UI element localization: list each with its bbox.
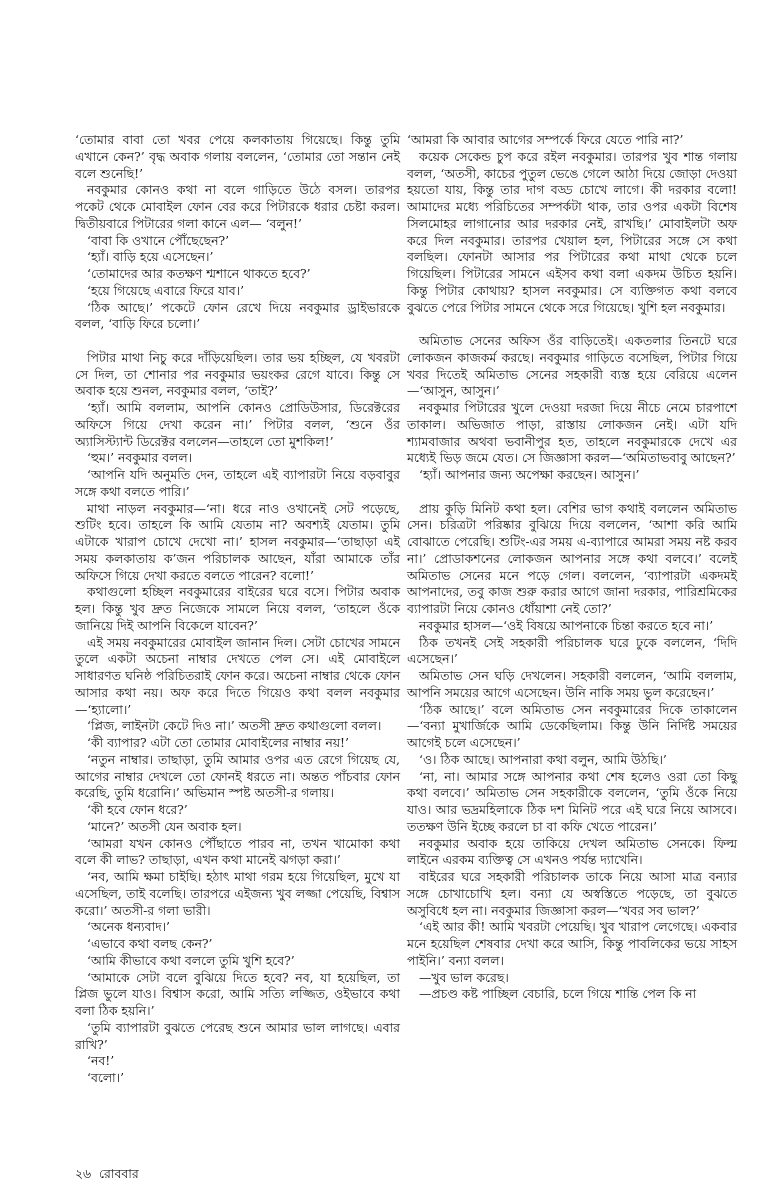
paragraph: ‘ও। ঠিক আছে। আপনারা কথা বলুন, আমি উঠছি।’ — [419, 751, 667, 767]
paragraph: বাইরের ঘরে সহকারী পরিচালক তাকে নিয়ে আসা মাত্র বন্যার সঙ্গে চোখাচোখি হল। বন্যা যে অস্বস্তিতে পড়েছে, তা বুঝতে অসুবিধে হল না। নবকুমার জিজ্ঞাসা করল—‘খবর সব ভাল?’ — [407, 869, 737, 918]
paragraph: কথাগুলো হচ্ছিল নবকুমারের বাইরের ঘরে বসে। পিটার অবাক হল। কিন্তু খুব দ্রুত নিজেকে সামলে নিয়ে বলল, ‘তাহলে ওঁকে জানিয়ে দিই আপনি বিকেলে যাবেন?’ — [75, 584, 400, 633]
paragraph: ‘মানে?’ অতসী যেন অবাক হল। — [87, 818, 242, 834]
paragraph: ‘নব, আমি ক্ষমা চাইছি। হঠাৎ মাথা গরম হয়ে গিয়েছিল, মুখে যা এসেছিল, তাই বলেছি। তারপরে এইজন্য খুব লজ্জা পেয়েছি, বিশ্বাস করো।’ অতসী-র গলা ভারী। — [75, 869, 400, 918]
paragraph: ‘হ্যাঁ। বাড়ি হয়ে এসেছেন।’ — [87, 249, 214, 265]
magazine-name: রোববার — [99, 1166, 139, 1181]
paragraph: —প্রচণ্ড কষ্ট পাচ্ছিল বেচারি, চলে গিয়ে শান্তি পেল কি না — [419, 986, 697, 1002]
paragraph: ‘তোমাদের আর কতক্ষণ শ্মশানে থাকতে হবে?’ — [87, 266, 311, 281]
paragraph: ‘অনেক ধন্যবাদ।’ — [87, 919, 170, 935]
paragraph: ‘আমাকে সেটা বলে বুঝিয়ে দিতে হবে? নব, যা হয়েছিল, তা প্লিজ ভুলে যাও। বিশ্বাস করো, আমি সত্যি লজ্জিত, ওইভাবে কথা বলা ঠিক হয়নি।’ — [75, 969, 400, 1018]
paragraph: এই সময় নবকুমারের মোবাইল জানান দিল। সেটা চোখের সামনে তুলে একটা অচেনা নাম্বার দেখতে পেল সে। এই মোবাইলে সাধারণত ঘনিষ্ঠ পরিচিতরাই ফোন করে। অচেনা নাম্বার থেকে ফোন আসার কথা নয়। অফ করে দিতে গিয়েও কথা বলল নবকুমার—‘হ্যালো।’ — [75, 634, 400, 717]
paragraph: ‘বাবা কি ওখানে পৌঁছেছেন?’ — [87, 232, 230, 248]
paragraph: ‘আমি কীভাবে কথা বললে তুমি খুশি হবে?’ — [87, 952, 295, 968]
paragraph: নবকুমার কোনও কথা না বলে গাড়িতে উঠে বসল। তারপর পকেট থেকে মোবাইল ফোন বের করে পিটারকে ধরার চেষ্টা করল। দ্বিতীয়বারে পিটারের গলা কানে এল— ‘বলুন!’ — [75, 182, 400, 231]
paragraph: ‘কী ব্যাপার? এটা তো তোমার মোবাইলের নাম্বার নয়!’ — [87, 735, 349, 750]
page-number: ২৬ — [75, 1166, 92, 1181]
paragraph: অমিতাভ সেনের অফিস ওঁর বাড়িতেই। একতলার তিনটে ঘরে লোকজন কাজকর্ম করছে। নবকুমার গাড়িতে বসেছিল, পিটার গিয়ে খবর দিতেই অমিতাভ সেনের সহকারী ব্যস্ত হয়ে বেরিয়ে এলেন—‘আসুন, আসুন।’ — [407, 333, 737, 399]
paragraph: ‘বলো।’ — [87, 1070, 125, 1085]
paragraph: প্রায় কুড়ি মিনিট কথা হল। বেশির ভাগ কথাই বললেন অমিতাভ সেন। চরিত্রটা পরিষ্কার বুঝিয়ে দিয়ে বললেন, ‘আশা করি আমি বোঝাতে পেরেছি। শুটিং-এর সময় এ-ব্যাপারে আমরা সময় নষ্ট করব না।’ প্রোডাকশনের লোকজন আপনার সঙ্গে কথা বলবে।’ বলেই অমিতাভ সেনের মনে পড়ে গেল। বললেন, ‘ব্যাপারটা একদমই আপনাদের, তবু কাজ শুরু করার আগে জানা দরকার, পারিশ্রমিকের ব্যাপারটা নিয়ে কোনও ধোঁয়াশা নেই তো?’ — [407, 500, 737, 616]
paragraph: ‘এভাবে কথা বলছ কেন?’ — [87, 936, 213, 951]
paragraph: ‘আমরা যখন কোনও পৌঁছাতে পারব না, তখন খামোকা কথা বলে কী লাভ? তাছাড়া, এখন কথা মানেই ঝগড়া করা।’ — [75, 835, 400, 868]
paragraph: ‘ঠিক আছে।’ পকেটে ফোন রেখে দিয়ে নবকুমার ড্রাইভারকে বলল, ‘বাড়ি ফিরে চলো।’ — [75, 299, 400, 332]
paragraph: নবকুমার হাসল—‘ওই বিষয়ে আপনাকে চিন্তা করতে হবে না।’ — [419, 617, 714, 633]
paragraph: ‘কী হবে ফোন ধরে?’ — [87, 802, 188, 817]
paragraph: নবকুমার অবাক হয়ে তাকিয়ে দেখল অমিতাভ সেনকে। ফিল্ম লাইনে এরকম ব্যক্তিত্ব সে এখনও পর্যন্ত দ্যাখেনি। — [407, 835, 737, 868]
paragraph: ‘আমরা কি আবার আগের সম্পর্কে ফিরে যেতে পারি না?’ — [407, 132, 684, 147]
paragraph: অমিতাভ সেন ঘড়ি দেখলেন। সহকারী বললেন, ‘আমি বললাম, আপনি সময়ের আগে এসেছেন। উনি নাকি সময় ভুল করেছেন।’ — [407, 668, 737, 700]
paragraph: ‘আপনি যদি অনুমতি দেন, তাহলে এই ব্যাপারটা নিয়ে বড়বাবুর সঙ্গে কথা বলতে পারি।’ — [75, 467, 400, 499]
page-footer — [75, 1166, 139, 1182]
paragraph: ‘তোমার বাবা তো খবর পেয়ে কলকাতায় গিয়েছে। কিন্তু তুমি এখানে কেন?’ বৃদ্ধ অবাক গলায় বললেন, ‘তোমার তো সন্তান নেই বলে শুনেছি!’ — [75, 132, 400, 181]
right-column — [407, 132, 737, 1003]
paragraph: ‘ঠিক আছে।’ বলে অমিতাভ সেন নবকুমারের দিকে তাকালেন—‘বন্যা মুখার্জিকে আমি ডেকেছিলাম। কিন্তু উনি নির্দিষ্ট সময়ের আগেই চলে এসেছেন।’ — [407, 701, 737, 750]
paragraph: নবকুমার পিটারের খুলে দেওয়া দরজা দিয়ে নীচে নেমে চারপাশে তাকাল। অভিজাত পাড়া, রাস্তায় লোকজন নেই। এটা যদি শ্যামবাজার অথবা ভবানীপুর হত, তাহলে নবকুমারকে দেখে এর মধ্যেই ভিড় জমে যেত। সে জিজ্ঞাসা করল—‘অমিতাভবাবু আছেন?’ — [407, 400, 737, 466]
paragraph: ‘না, না। আমার সঙ্গে আপনার কথা শেষ হলেও ওরা তো কিছু কথা বলবে।’ অমিতাভ সেন সহকারীকে বললেন, ‘তুমি ওঁকে নিয়ে যাও। আর ভদ্রমহিলাকে ঠিক দশ মিনিট পরে এই ঘরে নিয়ে আসবে। ততক্ষণ উনি ইচ্ছে করলে চা বা কফি খেতে পারেন।’ — [407, 768, 737, 834]
left-column — [75, 132, 400, 1087]
paragraph: ঠিক তখনই সেই সহকারী পরিচালক ঘরে ঢুকে বললেন, ‘দিদি এসেছেন।’ — [407, 634, 737, 667]
paragraph: —খুব ভাল করেছ। — [419, 969, 509, 985]
paragraph: ‘হ্যাঁ। আমি বললাম, আপনি কোনও প্রোডিউসার, ডিরেক্টরের অফিসে গিয়ে দেখা করেন না।’ পিটার বলল, ‘শুনে ওঁর অ্যাসিস্ট্যান্ট ডিরেক্টর বললেন—তাহলে তো মুশকিল!’ — [75, 400, 400, 449]
paragraph: ‘হুম।’ নবকুমার বলল। — [87, 450, 193, 466]
paragraph: ‘এই আর কী! আমি খবরটা পেয়েছি। খুব খারাপ লেগেছে। একবার মনে হয়েছিল শেষবার দেখা করে আসি, কিন্তু পাবলিকের ভয়ে সাহস পাইনি।’ বন্যা বলল। — [407, 919, 737, 968]
paragraph: ‘তুমি ব্যাপারটা বুঝতে পেরেছ শুনে আমার ভাল লাগছে। এবার রাখি?’ — [75, 1019, 400, 1052]
paragraph: ‘হয়ে গিয়েছে এবারে ফিরে যাব।’ — [87, 282, 245, 298]
paragraph: ‘প্লিজ, লাইনটা কেটে দিও না।’ অতসী দ্রুত কথাগুলো বলল। — [87, 718, 382, 734]
paragraph: কয়েক সেকেন্ড চুপ করে রইল নবকুমার। তারপর খুব শান্ত গলায় বলল, ‘অতসী, কাচের পুতুল ভেঙে গেলে আঠা দিয়ে জোড়া দেওয়া হয়তো যায়, কিন্তু তার দাগ বড্ড চোখে লাগে। কী দরকার বলো! আমাদের মধ্যে পরিচিতের সম্পর্কটা থাক, তার ওপর একটা বিশেষ সিলমোহর লাগানোর আর দরকার নেই, রাখছি।’ মোবাইলটা অফ করে দিল নবকুমার। তারপর খেয়াল হল, পিটারের সঙ্গে সে কথা বলছিল। ফোনটা আসার পর পিটারের কথা মাথা থেকে চলে গিয়েছিল। পিটারের সামনে এইসব কথা বলা একদম উচিত হয়নি। কিন্তু পিটার কোথায়? হাসল নবকুমার। সে ব্যক্তিগত কথা বলবে বুঝতে পেরে পিটার সামনে থেকে সরে গিয়েছে। খুশি হল নবকুমার। — [407, 148, 737, 315]
paragraph: ‘নতুন নাম্বার। তাছাড়া, তুমি আমার ওপর এত রেগে গিয়েছ যে, আগের নাম্বার দেখলে তো ফোনই ধরতে না। অন্তত পাঁচবার ফোন করেছি, তুমি ধরোনি।’ অভিমান স্পষ্ট অতসী-র গলায়। — [75, 751, 400, 801]
paragraph: মাথা নাড়ল নবকুমার—‘না। ধরে নাও ওখানেই সেট পড়েছে, শুটিং হবে। তাহলে কি আমি যেতাম না? অবশ্যই যেতাম। তুমি এটাকে খারাপ চোখে দেখো না।’ হাসল নবকুমার—‘তাছাড়া এই সময় কলকাতায় ক’জন পরিচালক আছেন, যাঁরা আমাকে তাঁর অফিসে গিয়ে দেখা করতে বলতে পারেন? বলো!’ — [75, 500, 400, 583]
paragraph: পিটার মাথা নিচু করে দাঁড়িয়েছিল। তার ভয় হচ্ছিল, যে খবরটা সে দিল, তা শোনার পর নবকুমার ভয়ংকর রেগে যাবে। কিন্তু সে অবাক হয়ে শুনল, নবকুমার বলল, ‘তাই?’ — [75, 349, 400, 399]
paragraph: ‘হ্যাঁ। আপনার জন্য অপেক্ষা করছেন। আসুন।’ — [419, 467, 640, 482]
paragraph: ‘নব!’ — [87, 1053, 115, 1069]
